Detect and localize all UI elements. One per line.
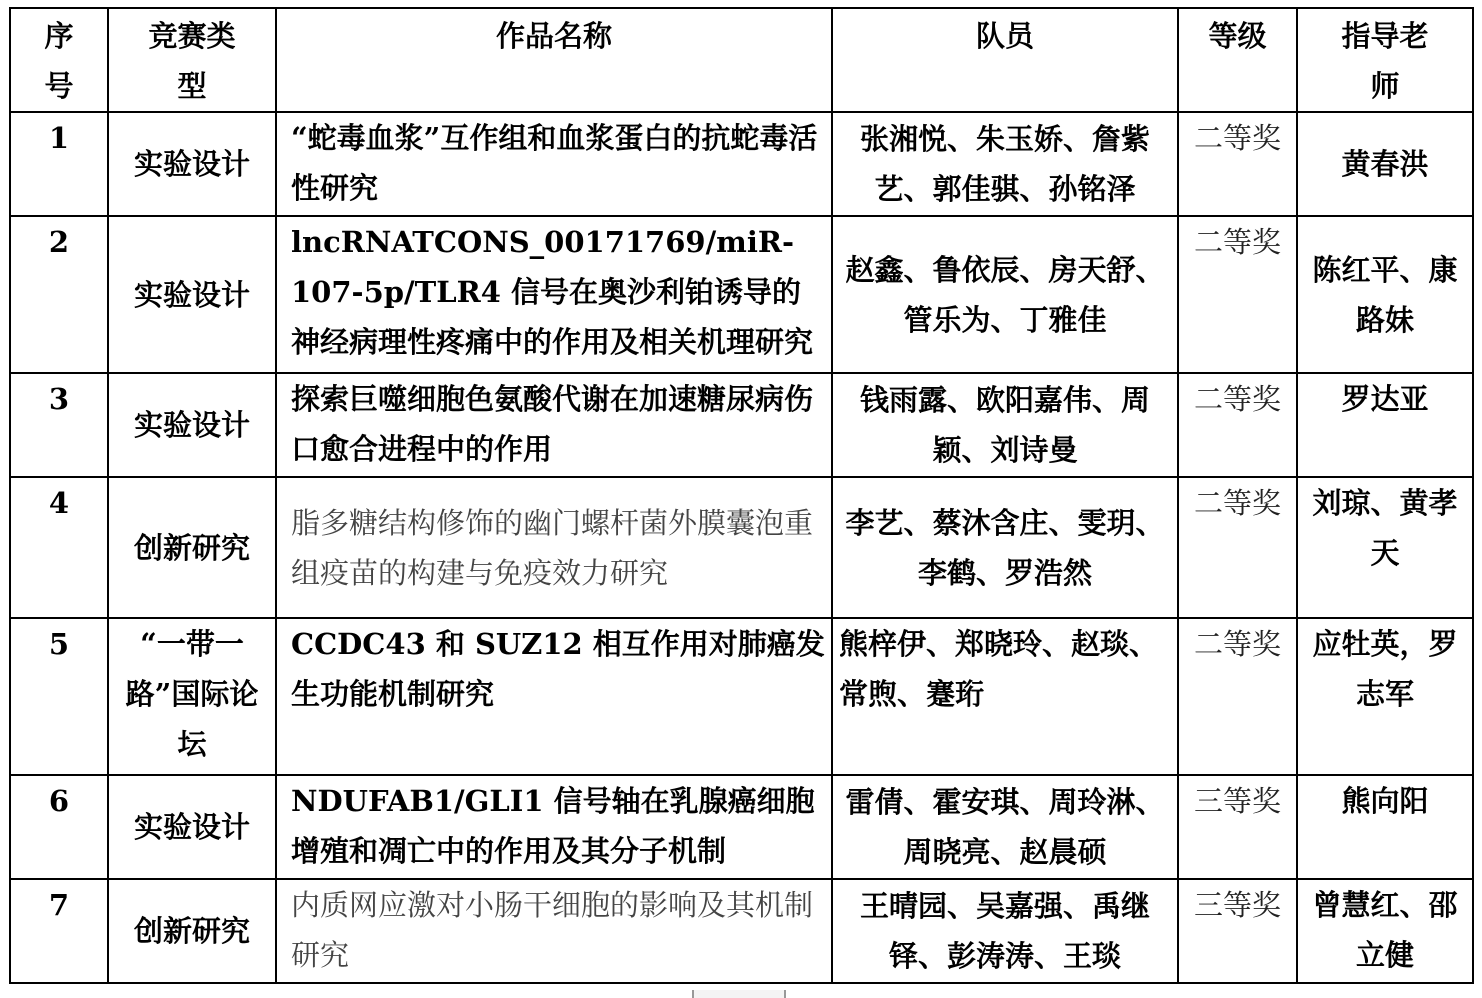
header-type: [108, 8, 276, 112]
row-index: 4: [10, 477, 108, 618]
header-members: 队员: [832, 8, 1178, 112]
header-type-line2: 型: [177, 69, 207, 103]
project-title: 脂多糖结构修饰的幽门螺杆菌外膜囊泡重组疫苗的构建与免疫效力研究: [276, 477, 832, 618]
row-index: 3: [10, 373, 108, 477]
team-members: 赵鑫、鲁依辰、房天舒、管乐为、丁雅佳: [832, 216, 1178, 373]
awards-table: [9, 7, 1474, 984]
award-level: 二等奖: [1178, 373, 1297, 477]
row-index: 6: [10, 775, 108, 879]
project-title: NDUFAB1/GLI1 信号轴在乳腺癌细胞增殖和凋亡中的作用及其分子机制: [276, 775, 832, 879]
table-row: [10, 373, 1473, 477]
competition-type: 创新研究: [108, 879, 276, 983]
header-type-line1: 竞赛类: [148, 19, 236, 53]
advisor: 熊向阳: [1297, 775, 1473, 879]
header-advisor: [1297, 8, 1473, 112]
advisor: 刘琼、黄孝天: [1297, 477, 1473, 618]
advisor: 陈红平、康路妹: [1297, 216, 1473, 373]
header-advisor-line2: 师: [1370, 69, 1400, 103]
advisor: 曾慧红、邵立健: [1297, 879, 1473, 983]
competition-type: 实验设计: [108, 216, 276, 373]
table-row: [10, 775, 1473, 879]
award-level: 二等奖: [1178, 112, 1297, 216]
team-members: 雷倩、霍安琪、周玲淋、周晓亮、赵晨硕: [832, 775, 1178, 879]
award-level: 二等奖: [1178, 216, 1297, 373]
header-index: [10, 8, 108, 112]
table-row: [10, 112, 1473, 216]
competition-type: 实验设计: [108, 373, 276, 477]
award-level: 三等奖: [1178, 775, 1297, 879]
project-title: 内质网应激对小肠干细胞的影响及其机制研究: [276, 879, 832, 983]
team-members: 李艺、蔡沐含庄、雯玥、李鹤、罗浩然: [832, 477, 1178, 618]
project-title: lncRNATCONS_00171769/miR-107-5p/TLR4 信号在奥沙利铂诱导的神经病理性疼痛中的作用及相关机理研究: [276, 216, 832, 373]
header-advisor-line1: 指导老: [1341, 19, 1429, 53]
award-level: 二等奖: [1178, 618, 1297, 775]
team-members: 王晴园、吴嘉强、禹继铎、彭涛涛、王琰: [832, 879, 1178, 983]
team-members: 钱雨露、欧阳嘉伟、周颖、刘诗曼: [832, 373, 1178, 477]
advisor: 黄春洪: [1297, 112, 1473, 216]
competition-type: 实验设计: [108, 112, 276, 216]
row-index: 2: [10, 216, 108, 373]
team-members: 熊梓伊、郑晓玲、赵琰、常煦、蹇珩: [832, 618, 1178, 775]
row-index: 1: [10, 112, 108, 216]
page-edge-tab: [692, 990, 786, 998]
table-row: [10, 879, 1473, 983]
advisor: 罗达亚: [1297, 373, 1473, 477]
project-title: 探索巨噬细胞色氨酸代谢在加速糖尿病伤口愈合进程中的作用: [276, 373, 832, 477]
award-level: 二等奖: [1178, 477, 1297, 618]
table-row: [10, 216, 1473, 373]
header-index-line2: 号: [44, 69, 74, 103]
table-row: [10, 618, 1473, 775]
header-row: [10, 8, 1473, 112]
row-index: 5: [10, 618, 108, 775]
header-level: 等级: [1178, 8, 1297, 112]
team-members: 张湘悦、朱玉娇、詹紫艺、郭佳骐、孙铭泽: [832, 112, 1178, 216]
header-index-line1: 序: [44, 19, 74, 53]
project-title: “蛇毒血浆”互作组和血浆蛋白的抗蛇毒活性研究: [276, 112, 832, 216]
competition-type: “一带一路”国际论坛: [108, 618, 276, 775]
advisor: 应牡英，罗志军: [1297, 618, 1473, 775]
competition-type: 创新研究: [108, 477, 276, 618]
table-row: [10, 477, 1473, 618]
award-level: 三等奖: [1178, 879, 1297, 983]
competition-type: 实验设计: [108, 775, 276, 879]
header-title: 作品名称: [276, 8, 832, 112]
project-title: CCDC43 和 SUZ12 相互作用对肺癌发生功能机制研究: [276, 618, 832, 775]
row-index: 7: [10, 879, 108, 983]
